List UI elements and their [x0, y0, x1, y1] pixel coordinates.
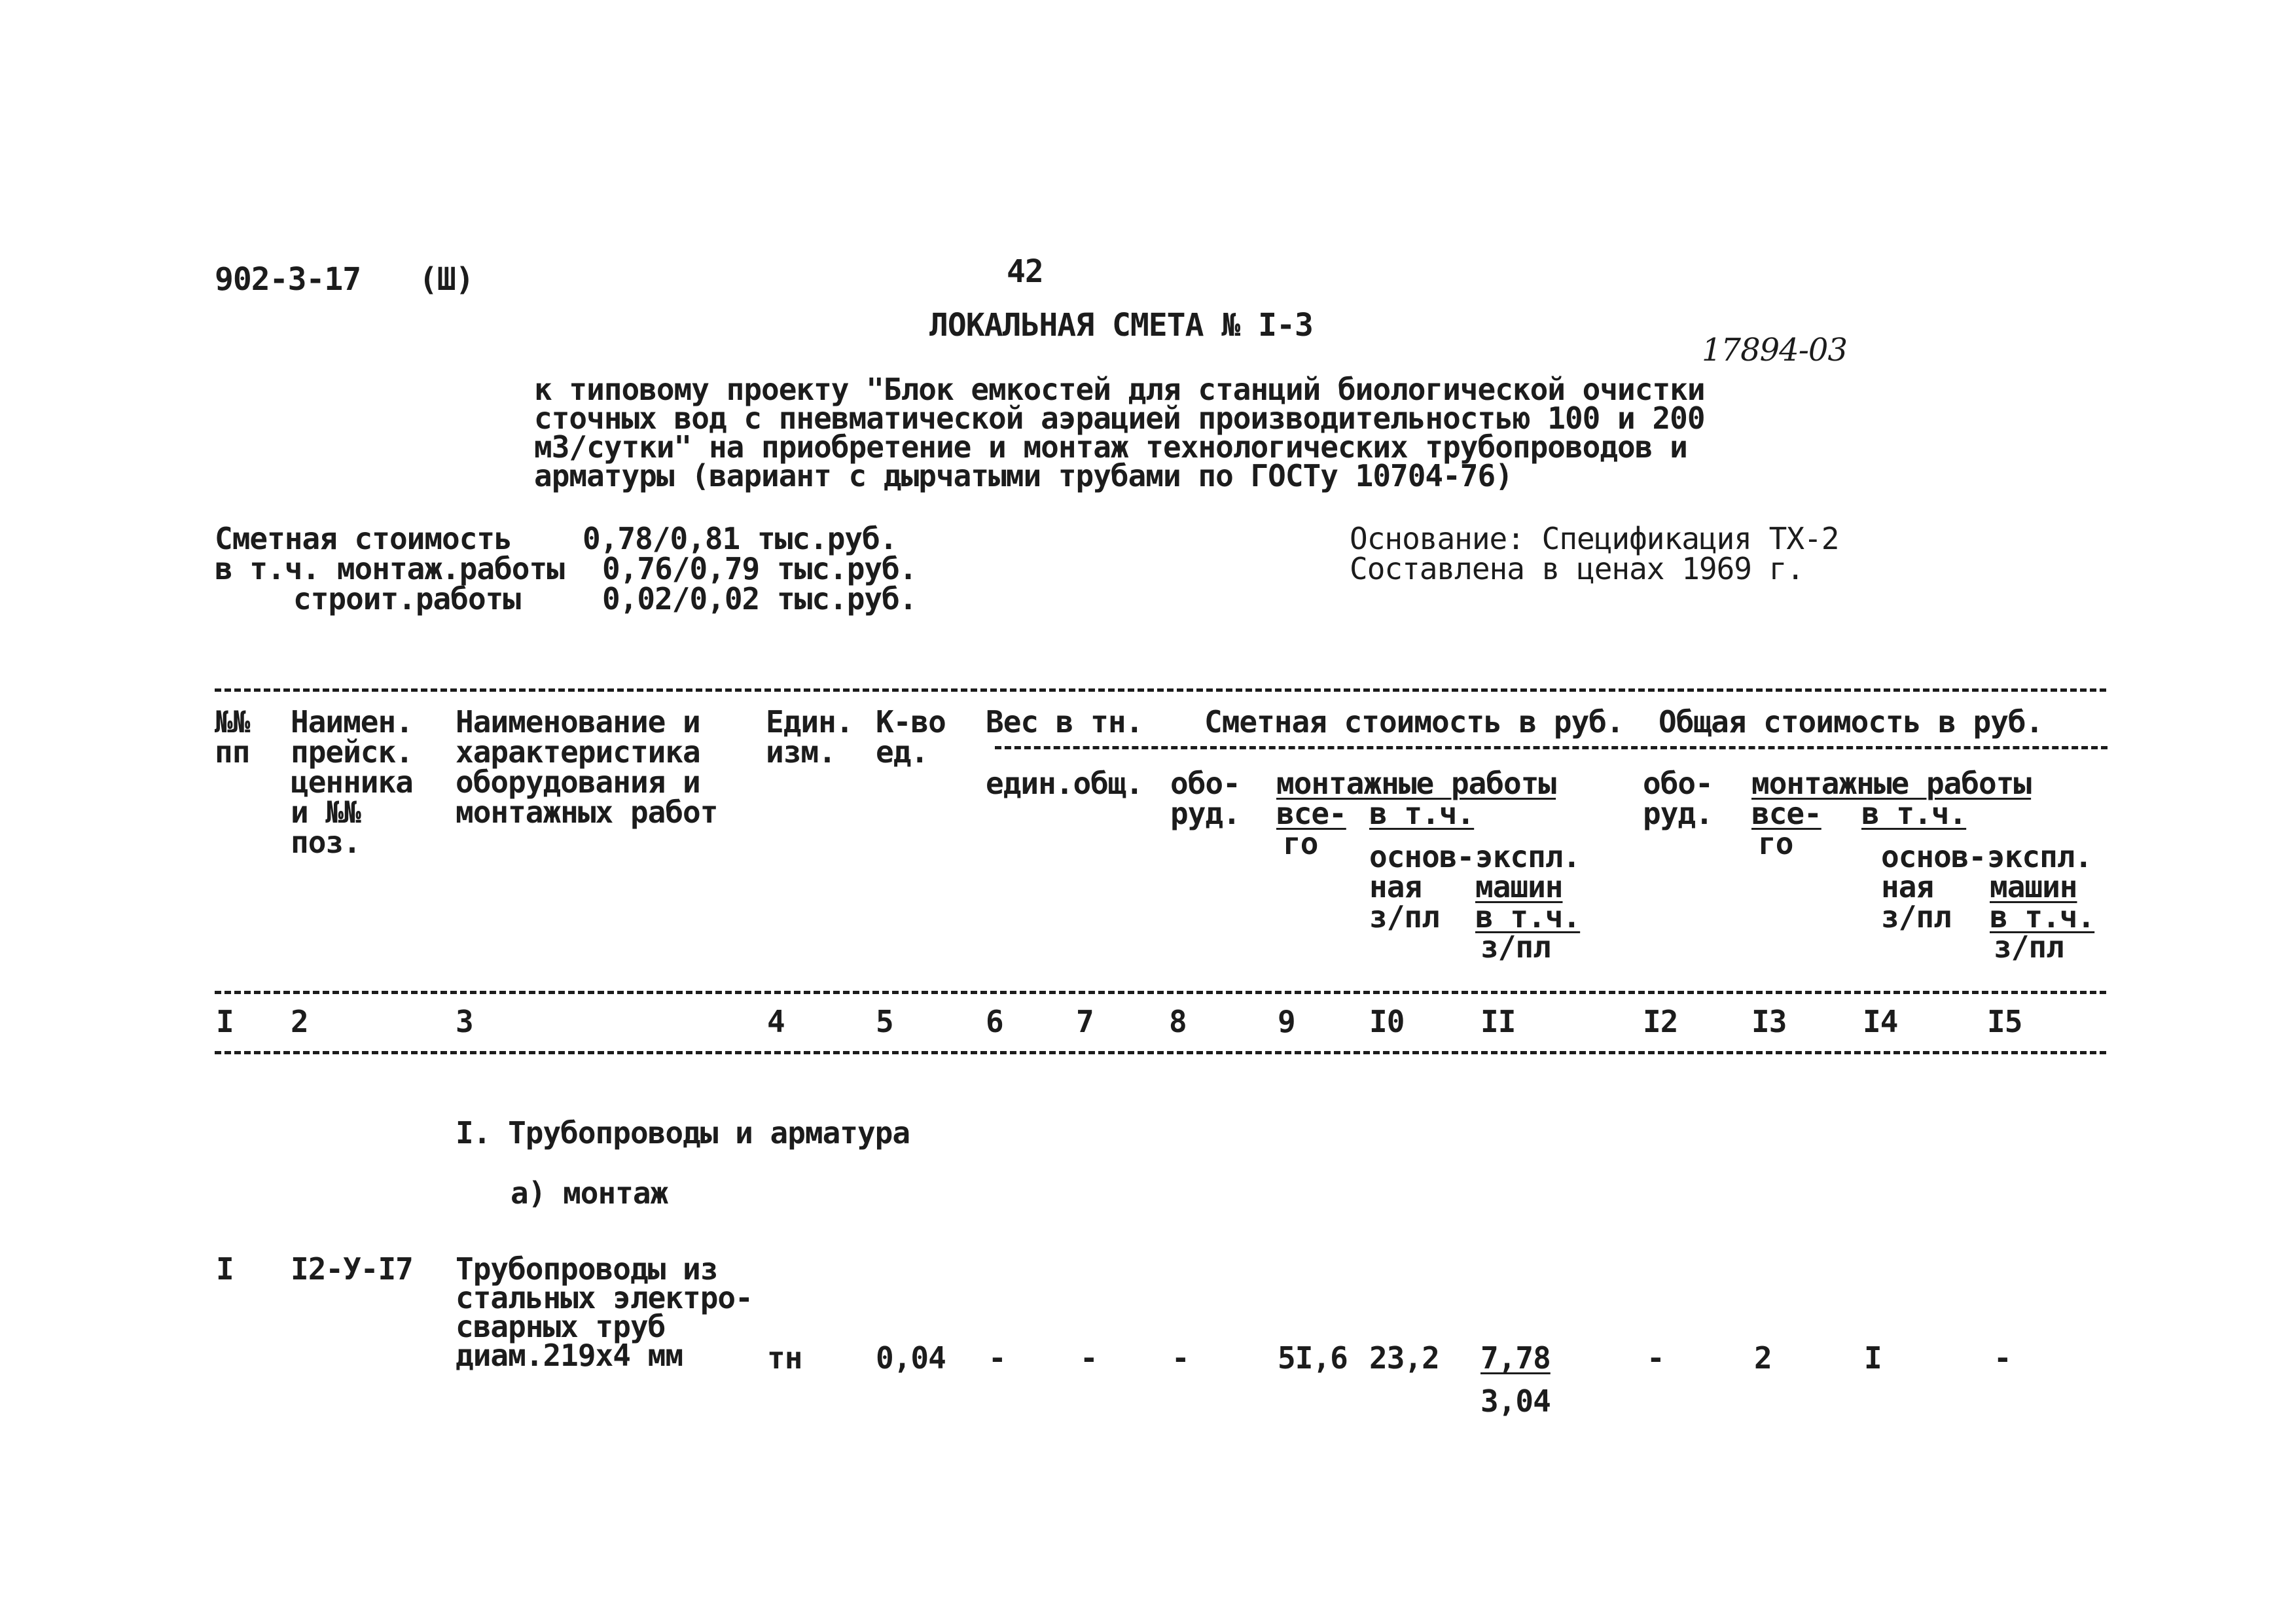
header-text: в т.ч. — [1990, 899, 2095, 935]
header-text: го — [1758, 826, 1793, 861]
header-text: ная — [1369, 869, 1422, 904]
row-name-line: Трубопроводы из — [456, 1251, 718, 1287]
row-machine-cost: 7,78 — [1480, 1340, 1551, 1376]
header-text: з/пл — [1881, 899, 1951, 935]
section-title: I. Трубопроводы и арматура — [456, 1115, 910, 1150]
row-basic-wage: 23,2 — [1369, 1340, 1439, 1376]
estimate-incl-header: в т.ч. — [1369, 796, 1475, 831]
subtitle-line: к типовому проекту "Блок емкостей для станций биологической очистки — [534, 372, 1705, 407]
header-text: поз. — [291, 825, 361, 860]
header-sub-rule — [995, 746, 2108, 749]
column-number: I4 — [1863, 1004, 1898, 1039]
prices: Составлена в ценах 1969 г. — [1350, 551, 1804, 586]
build-label: строит.работы — [293, 581, 521, 616]
header-text: руд. — [1170, 796, 1240, 831]
header-text: машин — [1475, 869, 1563, 904]
header-text: основ- — [1881, 839, 1986, 874]
row-total-basic: I — [1864, 1340, 1882, 1376]
estimate-montage-header: монтажные работы — [1276, 766, 1556, 801]
row-name-line: стальных электро- — [456, 1280, 753, 1315]
row-weight-total: - — [1080, 1340, 1098, 1376]
column-number: 3 — [456, 1004, 473, 1039]
row-montage-total: 5I,6 — [1278, 1340, 1348, 1376]
cost-label: Сметная стоимость — [215, 521, 512, 556]
header-text: обо- — [1643, 766, 1713, 801]
estimate-header: Сметная стоимость в руб. — [1204, 704, 1624, 740]
row-name-line: диам.219х4 мм — [456, 1338, 683, 1373]
subtitle-line: арматуры (вариант с дырчатыми трубами по ГОСТу 10704-76) — [534, 458, 1513, 493]
subtitle-line: сточных вод с пневматической аэрацией производительностью 100 и 200 — [534, 401, 1705, 436]
numbers-bottom-rule — [215, 1051, 2106, 1054]
header-text: ная — [1881, 869, 1934, 904]
header-text: Наименование и — [456, 704, 700, 740]
header-text: основ- — [1369, 839, 1475, 874]
column-number: II — [1480, 1004, 1516, 1039]
column-number: 2 — [291, 1004, 308, 1039]
row-machine-wage: 3,04 — [1480, 1383, 1551, 1419]
column-number: 6 — [986, 1004, 1003, 1039]
column-number: 8 — [1169, 1004, 1187, 1039]
header-text: экспл. — [1475, 839, 1581, 874]
header-text: з/пл — [1369, 899, 1439, 935]
header-text: пп — [215, 734, 250, 770]
header-text: в т.ч. — [1475, 899, 1581, 935]
handwritten-stamp: 17894-03 — [1702, 332, 1847, 368]
row-weight-unit: - — [988, 1340, 1006, 1376]
header-text: все- — [1276, 796, 1346, 831]
cost-value: 0,78/0,81 тыс.руб. — [583, 521, 897, 556]
column-number: 7 — [1076, 1004, 1094, 1039]
header-bottom-rule — [215, 991, 2106, 994]
montage-value: 0,76/0,79 тыс.руб. — [602, 551, 917, 586]
weight-subheader: един.общ. — [986, 766, 1143, 801]
row-quantity: 0,04 — [876, 1340, 946, 1376]
column-number: I2 — [1643, 1004, 1678, 1039]
header-text: прейск. — [291, 734, 413, 770]
row-number: I — [216, 1251, 234, 1287]
table-top-rule — [215, 688, 2106, 692]
section-subtitle: а) монтаж — [511, 1175, 668, 1211]
column-number: I — [216, 1004, 234, 1039]
header-text: Един. — [766, 704, 853, 740]
weight-header: Вес в тн. — [986, 704, 1143, 740]
header-text: обо- — [1170, 766, 1240, 801]
header-text: машин — [1990, 869, 2077, 904]
header-text: оборудования и — [456, 764, 700, 800]
column-number: I0 — [1369, 1004, 1405, 1039]
row-name-line: сварных труб — [456, 1309, 666, 1344]
header-text: К-во — [876, 704, 946, 740]
column-number: I5 — [1987, 1004, 2022, 1039]
row-pricelist-code: I2-У-I7 — [291, 1251, 413, 1287]
row-unit: тн — [767, 1340, 802, 1376]
header-text: Наимен. — [291, 704, 413, 740]
basis: Основание: Спецификация ТХ-2 — [1350, 521, 1839, 556]
page-number: 42 — [1007, 253, 1043, 290]
document-code: 902-3-17 — [215, 261, 361, 298]
header-text: руд. — [1643, 796, 1713, 831]
column-number: 4 — [767, 1004, 785, 1039]
row-total-machine: - — [1994, 1340, 2011, 1376]
build-value: 0,02/0,02 тыс.руб. — [602, 581, 917, 616]
row-total-montage: 2 — [1754, 1340, 1772, 1376]
header-text: з/пл — [1480, 929, 1551, 965]
column-number: 5 — [876, 1004, 893, 1039]
row-total-equipment: - — [1647, 1340, 1664, 1376]
total-header: Общая стоимость в руб. — [1659, 704, 2043, 740]
header-text: характеристика — [456, 734, 700, 770]
header-text: и №№ — [291, 794, 361, 830]
header-text: №№ — [215, 704, 250, 740]
header-text: ценника — [291, 764, 413, 800]
document-title: ЛОКАЛЬНАЯ СМЕТА № I-3 — [929, 307, 1313, 344]
header-text: все- — [1751, 796, 1821, 831]
header-text: монтажных работ — [456, 794, 718, 830]
header-text: ед. — [876, 734, 929, 770]
montage-label: в т.ч. монтаж.работы — [215, 551, 564, 586]
header-text: з/пл — [1994, 929, 2064, 965]
header-text: го — [1283, 826, 1318, 861]
row-equipment-cost: - — [1172, 1340, 1189, 1376]
header-text: экспл. — [1987, 839, 2092, 874]
total-montage-header: монтажные работы — [1751, 766, 2032, 801]
header-text: изм. — [766, 734, 836, 770]
document-code-suffix: (Ш) — [419, 261, 474, 298]
total-incl-header: в т.ч. — [1861, 796, 1967, 831]
subtitle-line: м3/сутки" на приобретение и монтаж технологических трубопроводов и — [534, 429, 1687, 465]
column-number: I3 — [1751, 1004, 1787, 1039]
column-number: 9 — [1278, 1004, 1295, 1039]
